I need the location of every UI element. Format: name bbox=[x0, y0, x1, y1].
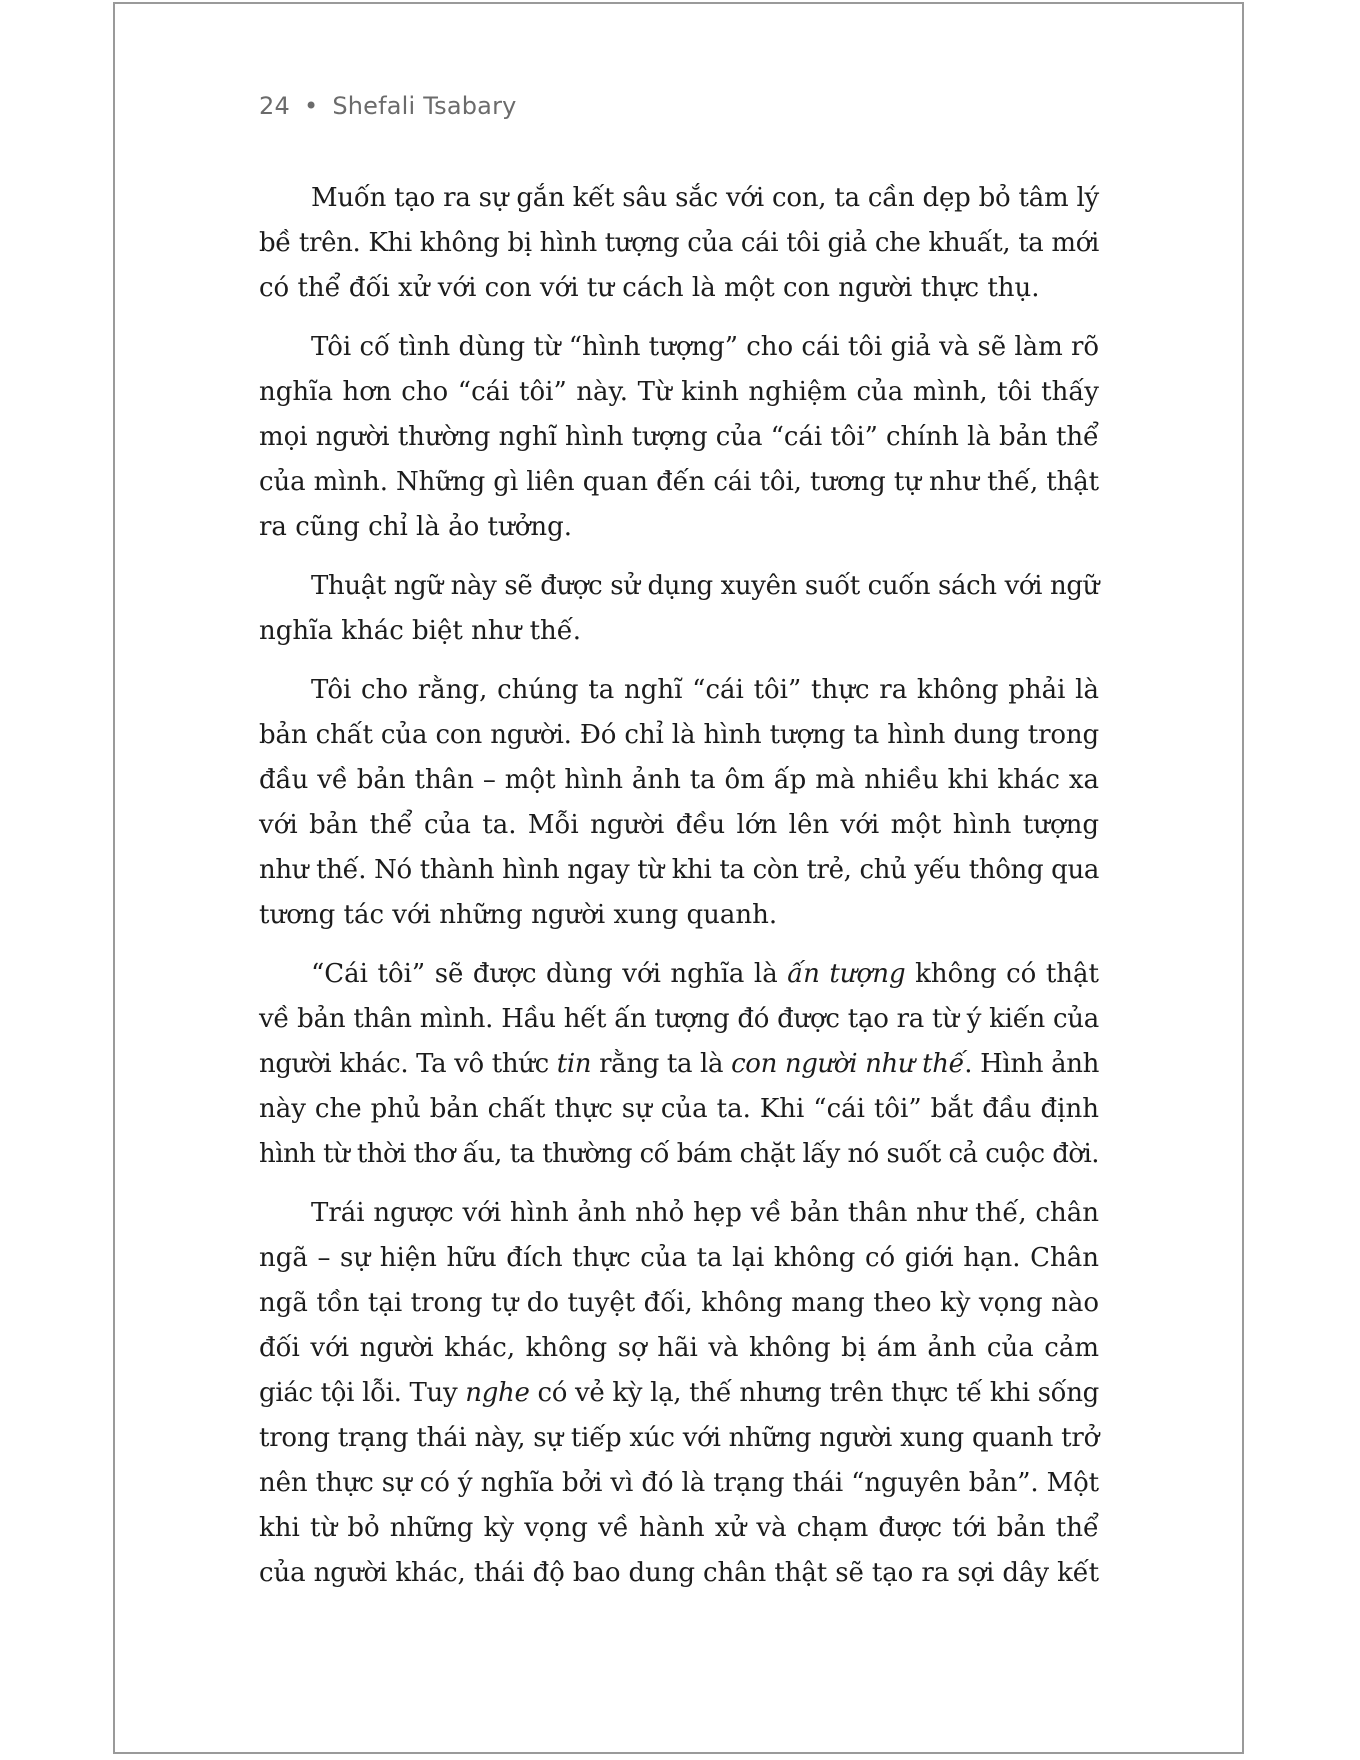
text-line: bản chất của con người. Đó chỉ là hình tượng ta hình dung trong bbox=[259, 720, 1100, 750]
italic-text: tin bbox=[556, 1049, 592, 1079]
text-line: ngã tồn tại trong tự do tuyệt đối, không mang theo kỳ vọng nào bbox=[259, 1288, 1099, 1318]
text-segment: có vẻ kỳ lạ, thế nhưng trên thực tế khi sống bbox=[529, 1378, 1099, 1408]
text-line: nghĩa khác biệt như thế. bbox=[259, 616, 582, 646]
text-line: đối với người khác, không sợ hãi và không bị ám ảnh của cảm bbox=[259, 1333, 1099, 1363]
text-segment: rằng ta là bbox=[591, 1049, 732, 1079]
text-line: như thế. Nó thành hình ngay từ khi ta còn trẻ, chủ yếu thông qua bbox=[259, 855, 1100, 885]
text-line: về bản thân mình. Hầu hết ấn tượng đó được tạo ra từ ý kiến của bbox=[259, 1004, 1099, 1034]
text-line: hình từ thời thơ ấu, ta thường cố bám chặt lấy nó suốt cả cuộc đời. bbox=[259, 1139, 1099, 1169]
text-line: mọi người thường nghĩ hình tượng của “cái tôi” chính là bản thể bbox=[259, 422, 1099, 452]
paragraph-5 bbox=[259, 952, 1099, 1177]
italic-text: con người như thế bbox=[731, 1049, 965, 1079]
paragraph-3 bbox=[259, 564, 1099, 654]
text-line: Tôi cố tình dùng từ “hình tượng” cho cái tôi giả và sẽ làm rõ bbox=[311, 332, 1099, 362]
text-line: của mình. Những gì liên quan đến cái tôi, tương tự như thế, thật bbox=[259, 467, 1100, 497]
text-line bbox=[259, 1042, 1099, 1087]
italic-text: nghe bbox=[465, 1378, 530, 1408]
text-segment: “Cái tôi” sẽ được dùng với nghĩa là bbox=[311, 959, 788, 989]
running-header bbox=[259, 92, 517, 120]
text-segment: . Hình ảnh bbox=[964, 1049, 1100, 1079]
text-line: nghĩa hơn cho “cái tôi” này. Từ kinh nghiệm của mình, tôi thấy bbox=[259, 377, 1099, 407]
text-line: ngã – sự hiện hữu đích thực của ta lại không có giới hạn. Chân bbox=[259, 1243, 1099, 1273]
body-text bbox=[259, 176, 1099, 1610]
paragraph-4 bbox=[259, 668, 1099, 938]
text-segment: giác tội lỗi. Tuy bbox=[259, 1378, 466, 1408]
text-line: với bản thể của ta. Mỗi người đều lớn lên với một hình tượng bbox=[259, 810, 1099, 840]
author-name: Shefali Tsabary bbox=[332, 92, 517, 120]
text-segment: không có thật bbox=[905, 959, 1099, 989]
text-line: tương tác với những người xung quanh. bbox=[259, 900, 778, 930]
text-line: Muốn tạo ra sự gắn kết sâu sắc với con, ta cần dẹp bỏ tâm lý bbox=[311, 183, 1100, 213]
text-line: trong trạng thái này, sự tiếp xúc với những người xung quanh trở bbox=[259, 1423, 1100, 1453]
text-line: bề trên. Khi không bị hình tượng của cái tôi giả che khuất, ta mới bbox=[259, 228, 1099, 258]
paragraph-6 bbox=[259, 1191, 1099, 1596]
text-line: có thể đối xử với con với tư cách là một con người thực thụ. bbox=[259, 273, 1040, 303]
text-line: Thuật ngữ này sẽ được sử dụng xuyên suốt cuốn sách với ngữ bbox=[311, 571, 1099, 601]
text-line: khi từ bỏ những kỳ vọng về hành xử và chạm được tới bản thể bbox=[259, 1513, 1099, 1543]
page-number: 24 bbox=[259, 92, 290, 120]
italic-text: ấn tượng bbox=[787, 959, 906, 989]
text-line: nên thực sự có ý nghĩa bởi vì đó là trạng thái “nguyên bản”. Một bbox=[259, 1468, 1100, 1498]
paragraph-1 bbox=[259, 176, 1099, 311]
text-line: đầu về bản thân – một hình ảnh ta ôm ấp mà nhiều khi khác xa bbox=[259, 765, 1099, 795]
text-line: Trái ngược với hình ảnh nhỏ hẹp về bản thân như thế, chân bbox=[311, 1198, 1099, 1228]
text-line: Tôi cho rằng, chúng ta nghĩ “cái tôi” thực ra không phải là bbox=[311, 675, 1099, 705]
header-separator: • bbox=[303, 92, 319, 120]
text-line bbox=[259, 952, 1099, 997]
paragraph-2 bbox=[259, 325, 1099, 550]
text-line: của người khác, thái độ bao dung chân thật sẽ tạo ra sợi dây kết bbox=[259, 1558, 1099, 1588]
text-line bbox=[259, 1371, 1099, 1416]
text-line: này che phủ bản chất thực sự của ta. Khi “cái tôi” bắt đầu định bbox=[259, 1094, 1099, 1124]
text-line: ra cũng chỉ là ảo tưởng. bbox=[259, 512, 573, 542]
text-segment: người khác. Ta vô thức bbox=[259, 1049, 557, 1079]
